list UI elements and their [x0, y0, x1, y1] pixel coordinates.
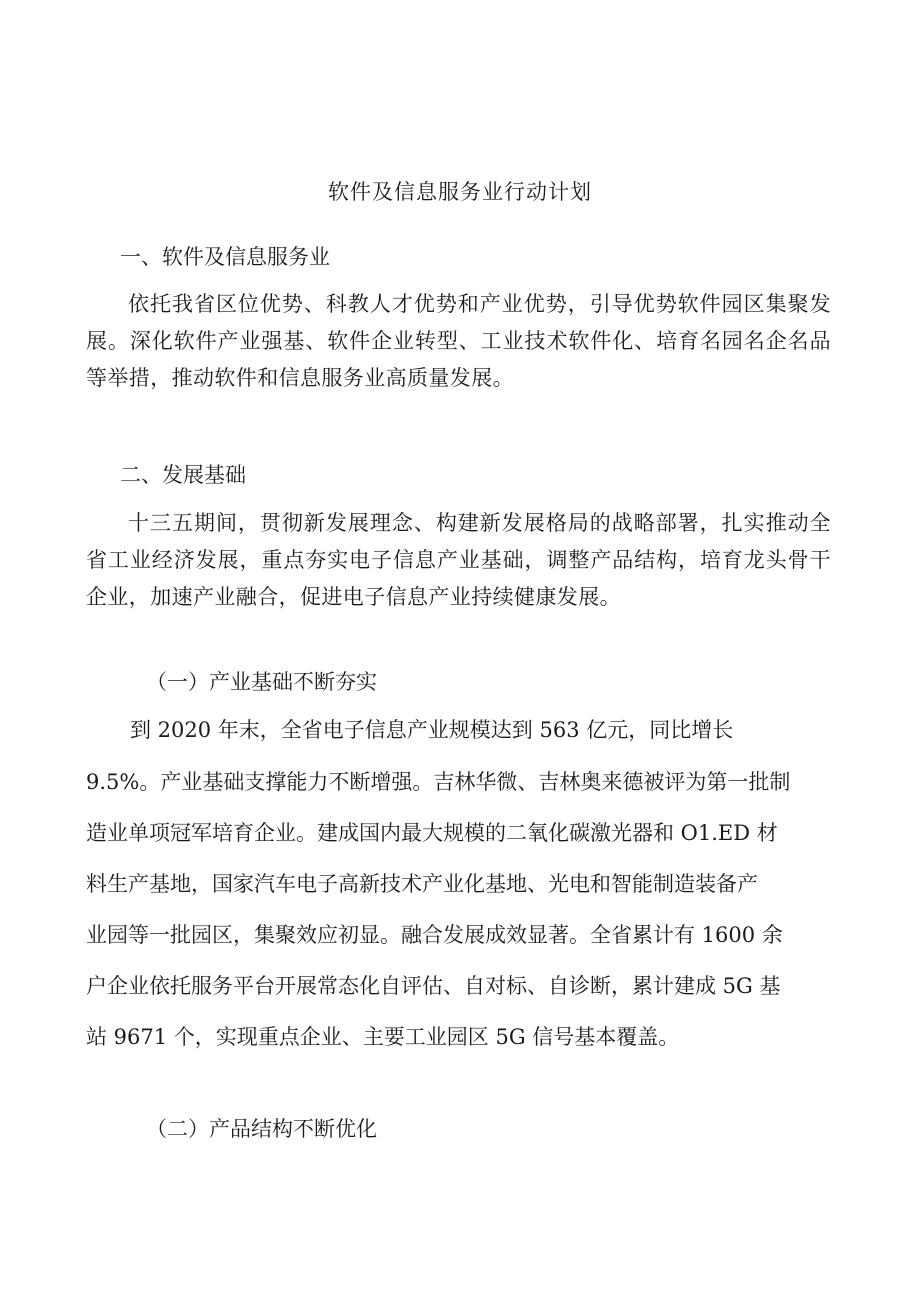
section-heading-foundation: 二、发展基础: [120, 463, 246, 487]
paragraph-line: 到 2020 年末，全省电子信息产业规模达到 563 亿元，同比增长: [130, 718, 734, 742]
subsection-heading-product-structure: （二）产品结构不断优化: [146, 1117, 377, 1141]
paragraph-line: 站 9671 个，实现重点企业、主要工业园区 5G 信号基本覆盖。: [86, 1025, 680, 1049]
paragraph-line: 造业单项冠军培育企业。建成国内最大规模的二氧化碳激光器和 O1.ED 材: [86, 821, 778, 845]
paragraph-line: 料生产基地，国家汽车电子高新技术产业化基地、光电和智能制造装备产: [86, 872, 758, 896]
paragraph-foundation-intro: 十三五期间，贯彻新发展理念、构建新发展格局的战略部署，扎实推动全省工业经济发展，重点夯实电子信息产业基础，调整产品结构，培育龙头骨干企业，加速产业融合，促进电子信息产业持续健康发展。: [86, 511, 831, 609]
paragraph-line: 户企业依托服务平台开展常态化自评估、自对标、自诊断，累计建成 5G 基: [86, 974, 781, 998]
paragraph-line: 业园等一批园区，集聚效应初显。融合发展成效显著。全省累计有 1600 余: [86, 923, 783, 947]
document-title: 软件及信息服务业行动计划: [328, 180, 592, 204]
paragraph-software-intro: 依托我省区位优势、科教人才优势和产业优势，引导优势软件园区集聚发展。深化软件产业强基、软件企业转型、工业技术软件化、培育名园名企名品等举措，推动软件和信息服务业高质量发展。: [86, 292, 831, 390]
subsection-heading-industry-base: （一）产业基础不断夯实: [146, 670, 377, 694]
paragraph-line: 9.5%。产业基础支撑能力不断增强。吉林华微、吉林奥来德被评为第一批制: [86, 770, 791, 794]
section-heading-software: 一、软件及信息服务业: [120, 245, 330, 269]
